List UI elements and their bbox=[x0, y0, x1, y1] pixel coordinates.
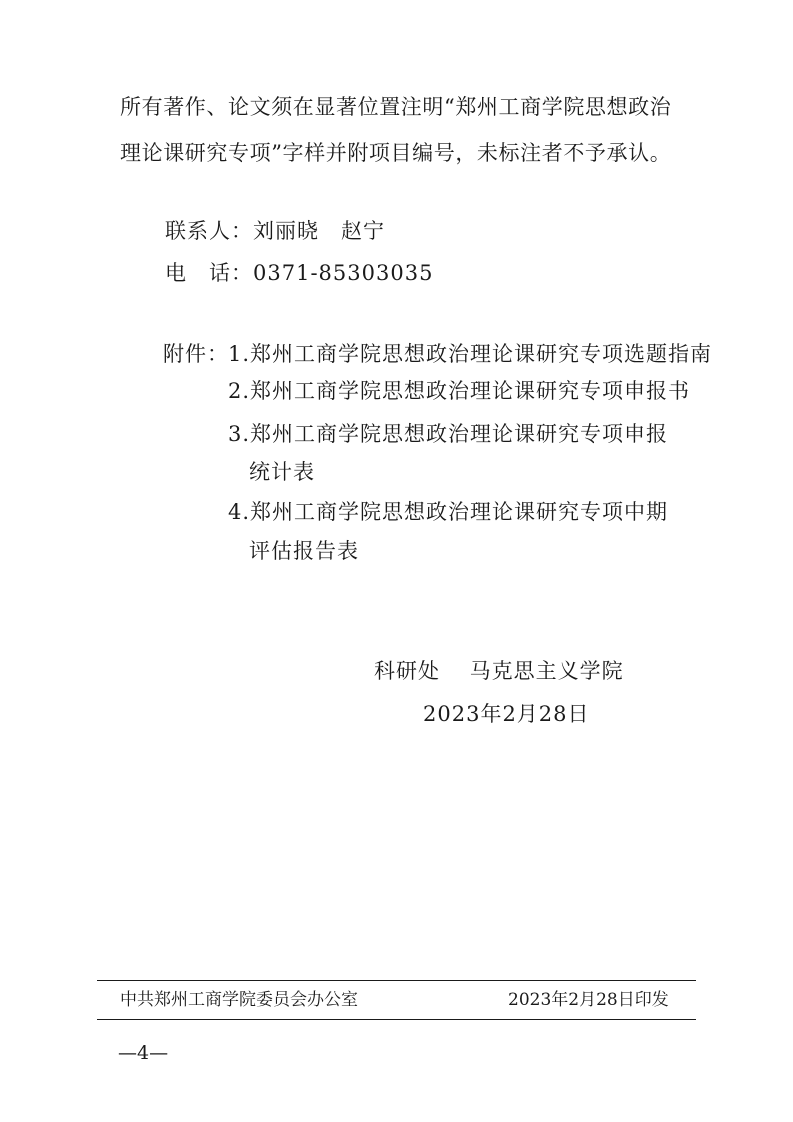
contact-person: 联系人：刘丽晓 赵宁 bbox=[165, 219, 385, 243]
footer-issue-date: 2023年2月28日印发 bbox=[508, 990, 669, 1010]
attachment-item-4-continued: 评估报告表 bbox=[249, 539, 359, 563]
attachment-item-2: 2.郑州工商学院思想政治理论课研究专项申报书 bbox=[228, 379, 691, 403]
page-number: —4— bbox=[118, 1042, 169, 1064]
attachment-item-3: 3.郑州工商学院思想政治理论课研究专项申报 bbox=[228, 422, 669, 446]
footer-office: 中共郑州工商学院委员会办公室 bbox=[120, 990, 358, 1010]
attachment-item-4: 4.郑州工商学院思想政治理论课研究专项中期 bbox=[228, 500, 669, 524]
body-text-line-2: 理论课研究专项”字样并附项目编号，未标注者不予承认。 bbox=[120, 141, 672, 165]
attachment-item-1: 1.郑州工商学院思想政治理论课研究专项选题指南 bbox=[228, 342, 713, 366]
attachments-heading: 附件： bbox=[163, 342, 229, 366]
signature-issuers: 科研处 马克思主义学院 bbox=[374, 659, 624, 683]
footer-top-rule bbox=[97, 980, 696, 981]
attachment-item-3-continued: 统计表 bbox=[249, 460, 315, 484]
signature-date: 2023年2月28日 bbox=[423, 702, 590, 726]
footer-bottom-rule bbox=[97, 1019, 696, 1020]
body-text-line-1: 所有著作、论文须在显著位置注明“郑州工商学院思想政治 bbox=[120, 95, 672, 119]
contact-phone: 电 话：0371-85303035 bbox=[165, 261, 434, 285]
